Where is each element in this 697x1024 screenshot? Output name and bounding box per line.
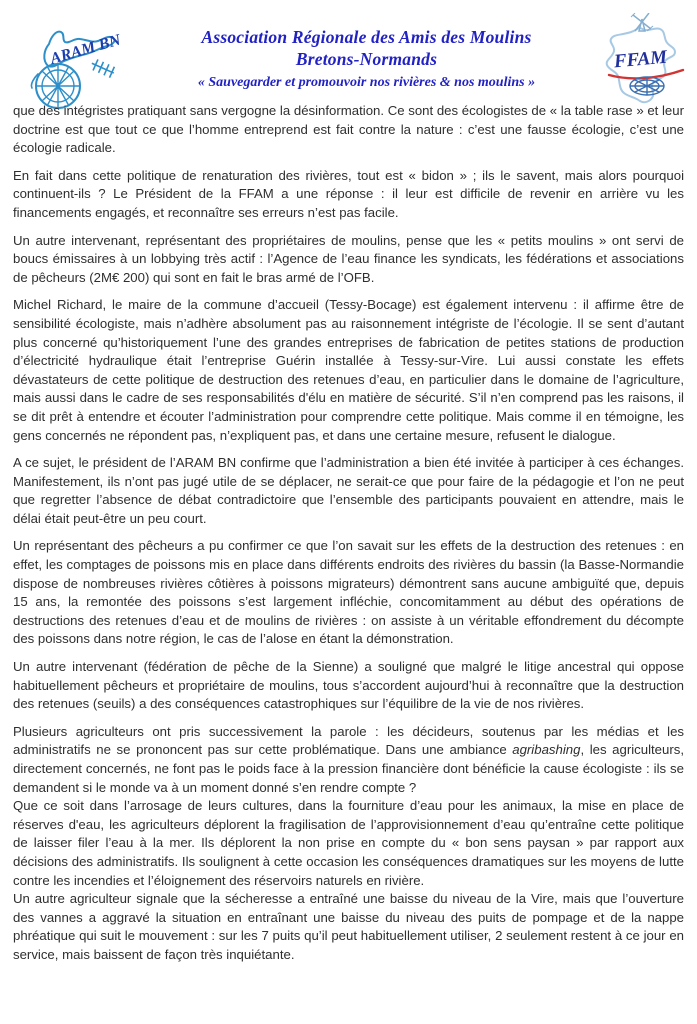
paragraph-2 xyxy=(13,167,684,223)
document-header xyxy=(0,0,697,102)
paragraph-9 xyxy=(13,797,684,890)
paragraph-text: , les agriculteurs, directement concernés, ne font pas le poids face à la pression financière dont bénéficie la cause écologiste : ils se demandent si le monde va à un moment donné s’en rendre compte ? xyxy=(13,742,684,795)
paragraph-text: que des intégristes pratiquant sans vergogne la désinformation. Ce sont des écologistes de « la table rase » et leur doctrine est que tout ce que l’homme entreprend est fait contre la nature : c’est une fausse écologie, c’est une écologie radicale. xyxy=(13,103,684,156)
aram-bn-logo xyxy=(18,22,136,112)
paragraph-text: A ce sujet, le président de l’ARAM BN confirme que l’administration a bien été invitée à participer à ces échanges. Manifestement, ils n’ont pas jugé utile de se déplacer, ne serait-ce que pour faire de la pédagogie et l’on ne peut que regretter l’absence de débat contradictoire que l’ensemble des participants pouvaient en attendre, mais le délai était peut-être un peu court. xyxy=(13,455,684,526)
paragraph-text: Un représentant des pêcheurs a pu confirmer ce que l’on savait sur les effets de la destruction des retenues : en effet, les comptages de poissons mis en place dans différents endroits des rivières du bassin (la Basse-Normandie dispose de nombreuses rivières côtières à poissons migrateurs) démontrent sans aucune ambiguïté que, depuis 15 ans, la remontée des poissons s’est largement infléchie, concomitamment au début des opérations de destructions des retenues d’eau et de moulins de rivières : on assiste à un véritable effondrement du décompte des poissons dans notre région, le cas de l’alose en étant la démonstration. xyxy=(13,538,684,647)
association-title-line1: Association Régionale des Amis des Moulins xyxy=(201,27,532,47)
paragraph-text: Plusieurs agriculteurs ont pris successivement la parole : les décideurs, soutenus par les médias et les administratifs ne se prononcent pas sur cette problématique. Dans une ambiance xyxy=(13,723,684,758)
paragraph-text: Un autre intervenant (fédération de pêche de la Sienne) a souligné que malgré le litige ancestral qui oppose habituellement pêcheurs et propriétaire de moulins, tous s’accordent aujourd’hui à reconnaître que la destruction des retenues (seuils) a des conséquences catastrophiques sur l’équilibre de la vie de nos rivières. xyxy=(13,659,684,712)
paragraph-1 xyxy=(13,102,684,158)
aram-bn-logo-text: ARAM BN xyxy=(48,31,123,68)
document-body xyxy=(13,102,684,965)
water-wheel-icon xyxy=(630,77,664,95)
paragraph-5 xyxy=(13,454,684,528)
paragraph-3 xyxy=(13,232,684,288)
paragraph-text: Un autre intervenant, représentant des propriétaires de moulins, pense que les « petits moulins » ont servi de boucs émissaires à un lobbying très actif : l’Agence de l’eau finance les syndicats, les fédérations et associations de pêcheurs (2M€ 200) qui sont en fait le bras armé de l’OFB. xyxy=(13,232,684,285)
paragraph-text: En fait dans cette politique de renaturation des rivières, tout est « bidon » ; ils le savent, mais alors pourquoi continuent-ils ? Le Président de la FFAM a une réponse : il leur est difficile de revenir en arrière vu les financements engagés, et reconnaître ses erreurs n’est pas facile. xyxy=(13,167,684,220)
association-motto: « Sauvegarder et promouvoir nos rivières & nos moulins » xyxy=(197,75,536,90)
ffam-logo-text: FFAM xyxy=(613,46,668,73)
aram-bn-logo-graphic xyxy=(18,22,136,112)
paragraph-10 xyxy=(13,890,684,964)
ffam-logo-graphic xyxy=(595,13,689,110)
rake-icon xyxy=(89,58,116,79)
header-titles xyxy=(140,26,593,92)
paragraph-text: Que ce soit dans l’arrosage de leurs cultures, dans la fourniture d’eau pour les animaux, la mise en place de réserves d'eau, les agriculteurs déplorent la fragilisation de l’approvisionnement d’eau qu’entraîne cette politique de laisser filer l’eau à la mer. Ils déplorent la non prise en compte du « bon sens paysan » par rapport aux décisions des administratifs. Ils soulignent à cette occasion les conséquences dramatiques sur les moyens de lutte contre les incendies et l’éloignement des réservoirs naturels en rivière. xyxy=(13,798,684,888)
ffam-logo xyxy=(595,13,689,110)
association-title-line2: Bretons-Normands xyxy=(295,49,438,69)
paragraph-text: Michel Richard, le maire de la commune d’accueil (Tessy-Bocage) est également intervenu : il affirme être de sensibilité écologiste, mais n’adhère absolument pas au raisonnement intégriste de l’écologie. Il se sent d’autant plus concerné qu’historiquement l’une des grandes entreprises de fabrication de petites stations de production d’électricité hydraulique était l’entreprise Guérin installée à Tessy-sur-Vire. Lui aussi constate les effets dévastateurs de cette politique de destruction des retenues d’eau, en particulier dans le domaine de l’agriculture, mais aussi dans le cadre de ses responsabilités d'élu en matière de sécurité. S’il n’en comprend pas les raisons, il se dit prêt à entendre et écouter l’administration pour comprendre cette politique. Mais comme il en témoigne, les gens concernés ne répondent pas, n’expliquent pas, et dans une certaine mesure, refusent le dialogue. xyxy=(13,297,684,443)
paragraph-4 xyxy=(13,296,684,445)
paragraph-7 xyxy=(13,658,684,714)
emphasized-text: agribashing xyxy=(512,742,581,758)
paragraph-text: Un autre agriculteur signale que la sécheresse a entraîné une baisse du niveau de la Vire, mais que l’ouverture des vannes a aggravé la situation en entraînant une baisse du niveau des puits de pompage et de la nappe phréatique qui suit le mouvement : sur les 7 puits qu’il peut habituellement utiliser, 2 seulement restent à ce jour en service, mais baissent de façon très inquiétante. xyxy=(13,891,684,962)
paragraph-6 xyxy=(13,537,684,649)
paragraph-8 xyxy=(13,723,684,797)
